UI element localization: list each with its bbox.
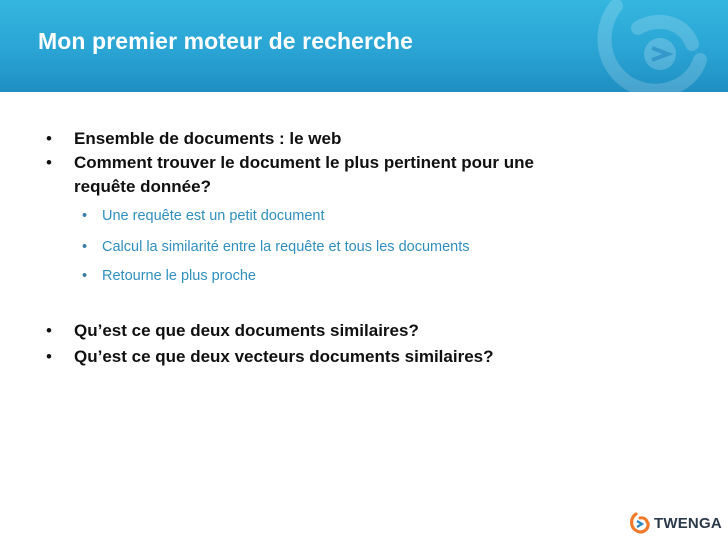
- sub-bullet-marker: •: [82, 239, 88, 255]
- sub-bullet-marker: •: [82, 208, 88, 224]
- bullet-text-line1: Comment trouver le document le plus pertinent pour une: [74, 153, 534, 172]
- bullet-text: Ensemble de documents : le web: [74, 129, 342, 148]
- sub-bullet-text: Une requête est un petit document: [102, 208, 325, 224]
- bullet-text: Qu’est ce que deux documents similaires?: [74, 321, 419, 340]
- bullet-marker: •: [46, 347, 52, 366]
- sub-bullet-marker: •: [82, 268, 88, 284]
- twenga-logo-icon: [630, 512, 650, 534]
- slide-title: Mon premier moteur de recherche: [38, 28, 414, 54]
- sub-bullet-text: Retourne le plus proche: [102, 268, 256, 284]
- bullet-marker: •: [46, 129, 52, 148]
- bullet-text-line2: requête donnée?: [74, 177, 211, 196]
- bullet-marker: •: [46, 153, 52, 172]
- footer-logo: [630, 512, 722, 534]
- bullet-text: Qu’est ce que deux vecteurs documents similaires?: [74, 347, 494, 366]
- sub-bullet-text: Calcul la similarité entre la requête et tous les documents: [102, 239, 470, 255]
- bullet-marker: •: [46, 321, 52, 340]
- twenga-logo-text: TWENGA: [654, 514, 722, 532]
